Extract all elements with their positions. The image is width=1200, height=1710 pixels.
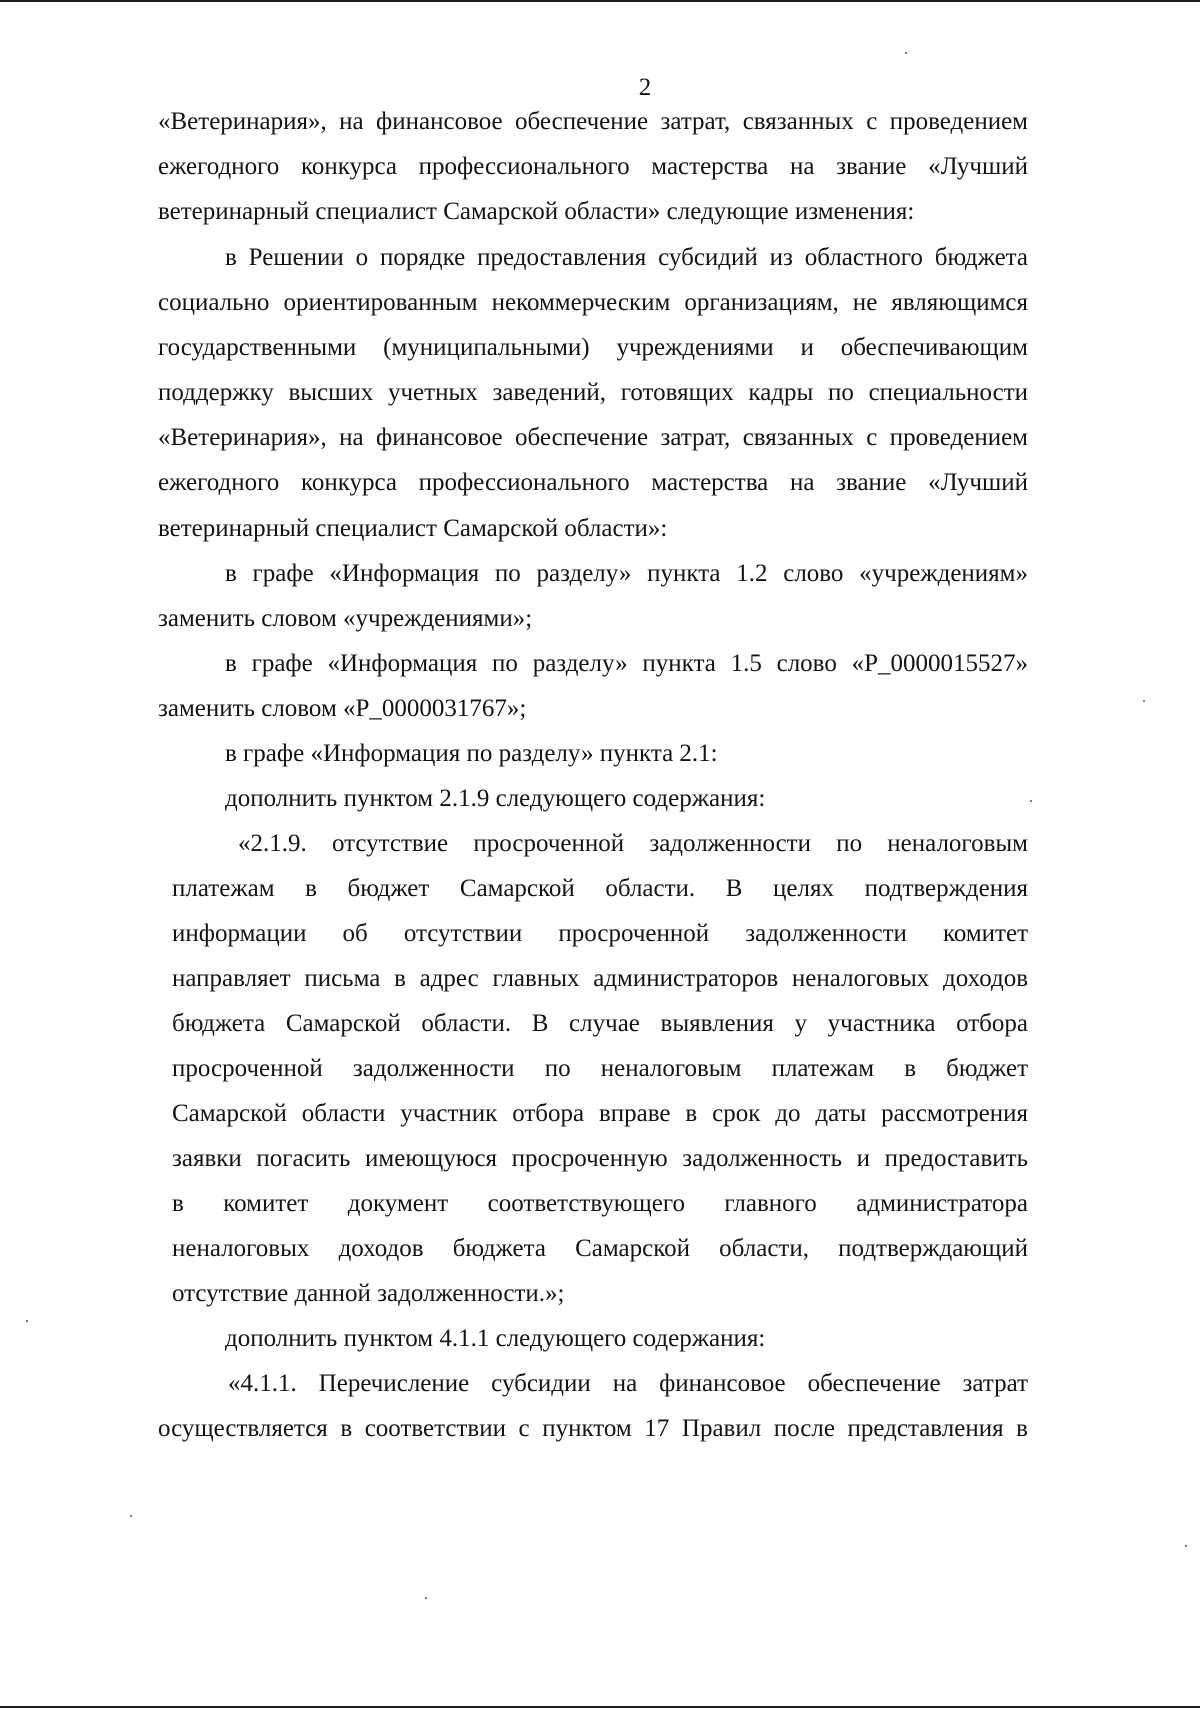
scan-speck <box>425 1597 427 1599</box>
text-line: государственными (муниципальными) учреждениями и обеспечивающим <box>158 334 1028 361</box>
scan-bottom-edge <box>0 1706 1200 1708</box>
text-line: отсутствие данной задолженности.»; <box>172 1280 565 1307</box>
text-line: в комитет документ соответствующего главного администратора <box>172 1190 1028 1217</box>
text-line: «Ветеринария», на финансовое обеспечение затрат, связанных с проведением <box>158 424 1028 451</box>
scan-speck <box>1143 700 1145 702</box>
text-line: «4.1.1. Перечисление субсидии на финансовое обеспечение затрат <box>228 1370 1028 1397</box>
scan-speck <box>905 52 907 54</box>
text-line: в Решении о порядке предоставления субсидий из областного бюджета <box>225 244 1028 271</box>
text-line: заменить словом «P_0000031767»; <box>158 695 527 722</box>
text-line: заменить словом «учреждениями»; <box>158 605 533 632</box>
scan-speck <box>1030 800 1032 802</box>
scan-top-edge <box>0 0 1200 2</box>
scan-speck <box>130 1515 132 1517</box>
text-line: ветеринарный специалист Самарской области» следующие изменения: <box>158 198 915 225</box>
text-line: ежегодного конкурса профессионального мастерства на звание «Лучший <box>158 469 1028 496</box>
text-line: поддержку высших учетных заведений, готовящих кадры по специальности <box>158 379 1028 406</box>
text-line: Самарской области участник отбора вправе в срок до даты рассмотрения <box>172 1100 1028 1127</box>
text-line: ежегодного конкурса профессионального мастерства на звание «Лучший <box>158 153 1028 180</box>
text-line: заявки погасить имеющуюся просроченную задолженность и предоставить <box>172 1145 1028 1172</box>
text-line: «Ветеринария», на финансовое обеспечение затрат, связанных с проведением <box>158 108 1028 135</box>
scan-speck <box>26 1320 28 1322</box>
text-line: социально ориентированным некоммерческим организациям, не являющимся <box>158 289 1028 316</box>
text-line: в графе «Информация по разделу» пункта 2.1: <box>225 740 718 767</box>
text-line: дополнить пунктом 4.1.1 следующего содержания: <box>225 1325 766 1352</box>
text-line: в графе «Информация по разделу» пункта 1.5 слово «P_0000015527» <box>225 650 1028 677</box>
text-line: информации об отсутствии просроченной задолженности комитет <box>172 920 1028 947</box>
text-line: ветеринарный специалист Самарской области»: <box>158 515 668 542</box>
text-line: бюджета Самарской области. В случае выявления у участника отбора <box>172 1010 1028 1037</box>
text-line: осуществляется в соответствии с пунктом 17 Правил после представления в <box>158 1415 1028 1442</box>
text-line: «2.1.9. отсутствие просроченной задолженности по неналоговым <box>238 830 1028 857</box>
text-line: дополнить пунктом 2.1.9 следующего содержания: <box>225 785 766 812</box>
text-line: платежам в бюджет Самарской области. В целях подтверждения <box>172 875 1028 902</box>
text-line: неналоговых доходов бюджета Самарской области, подтверждающий <box>172 1235 1028 1262</box>
text-line: в графе «Информация по разделу» пункта 1.2 слово «учреждениям» <box>225 560 1028 587</box>
page-number: 2 <box>638 74 652 101</box>
text-line: направляет письма в адрес главных администраторов неналоговых доходов <box>172 965 1028 992</box>
text-line: просроченной задолженности по неналоговым платежам в бюджет <box>172 1055 1028 1082</box>
scan-speck <box>1185 1545 1187 1547</box>
